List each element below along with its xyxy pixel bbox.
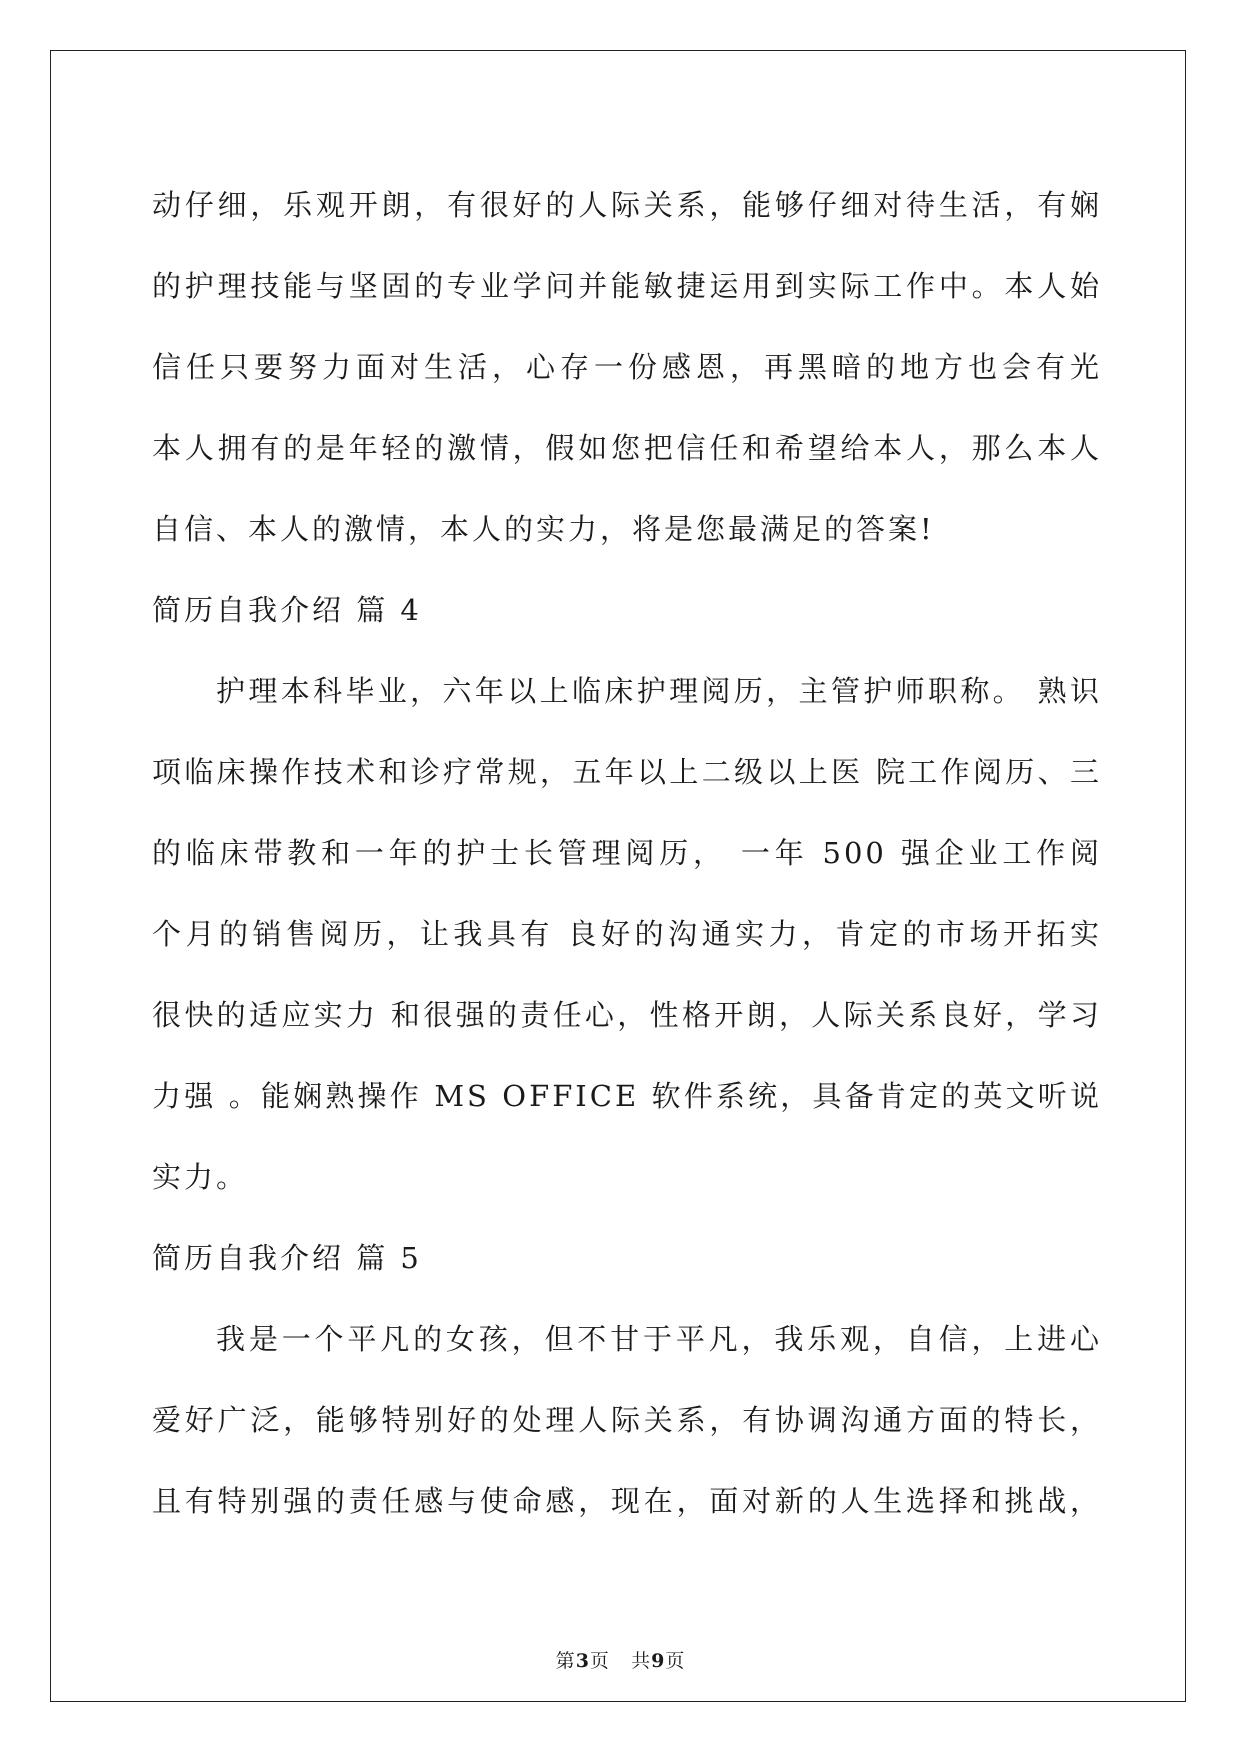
text-line: 力强 。能娴熟操作 MS OFFICE 软件系统，具备肯定的英文听说	[152, 1079, 1102, 1113]
text-line: 个月的销售阅历，让我具有 良好的沟通实力，肯定的市场开拓实	[152, 917, 1102, 951]
section-heading-4: 简历自我介绍 篇 4	[152, 593, 422, 627]
text-line: 的临床带教和一年的护士长管理阅历， 一年 500 强企业工作阅	[152, 836, 1102, 870]
page-prefix: 第	[555, 1650, 576, 1672]
page-suffix: 页	[589, 1650, 610, 1672]
section-4-paragraph	[152, 651, 1102, 1218]
text-line: 本人拥有的是年轻的激情，假如您把信任和希望给本人，那么本人	[152, 431, 1102, 465]
page-footer	[0, 1646, 1241, 1673]
section-heading-5: 简历自我介绍 篇 5	[152, 1241, 422, 1275]
text-line: 很快的适应实力 和很强的责任心，性格开朗，人际关系良好，学习	[152, 998, 1102, 1032]
section-5-paragraph	[152, 1299, 1102, 1542]
text-line: 动仔细，乐观开朗，有很好的人际关系，能够仔细对待生活，有娴	[152, 188, 1102, 222]
total-pages: 9	[651, 1650, 666, 1672]
text-line: 且有特别强的责任感与使命感，现在，面对新的人生选择和挑战，	[152, 1484, 1102, 1518]
text-line: 爱好广泛，能够特别好的处理人际关系，有协调沟通方面的特长，	[152, 1403, 1102, 1437]
text-line: 项临床操作技术和诊疗常规，五年以上二级以上医 院工作阅历、三	[152, 755, 1102, 789]
text-line: 的护理技能与坚固的专业学问并能敏捷运用到实际工作中。本人始	[152, 269, 1102, 303]
text-line: 护理本科毕业，六年以上临床护理阅历，主管护师职称。 熟识	[216, 674, 1102, 708]
text-line: 信任只要努力面对生活，心存一份感恩，再黑暗的地方也会有光	[152, 350, 1102, 384]
text-line: 我是一个平凡的女孩，但不甘于平凡，我乐观，自信，上进心	[216, 1322, 1102, 1356]
intro-paragraph	[152, 165, 1102, 570]
page-number: 3	[575, 1650, 590, 1672]
document-body	[152, 165, 1102, 1542]
total-prefix: 共	[631, 1650, 652, 1672]
total-suffix: 页	[665, 1650, 686, 1672]
text-line: 实力。	[152, 1160, 249, 1194]
text-line: 自信、本人的激情，本人的实力，将是您最满足的答案!	[152, 512, 935, 546]
